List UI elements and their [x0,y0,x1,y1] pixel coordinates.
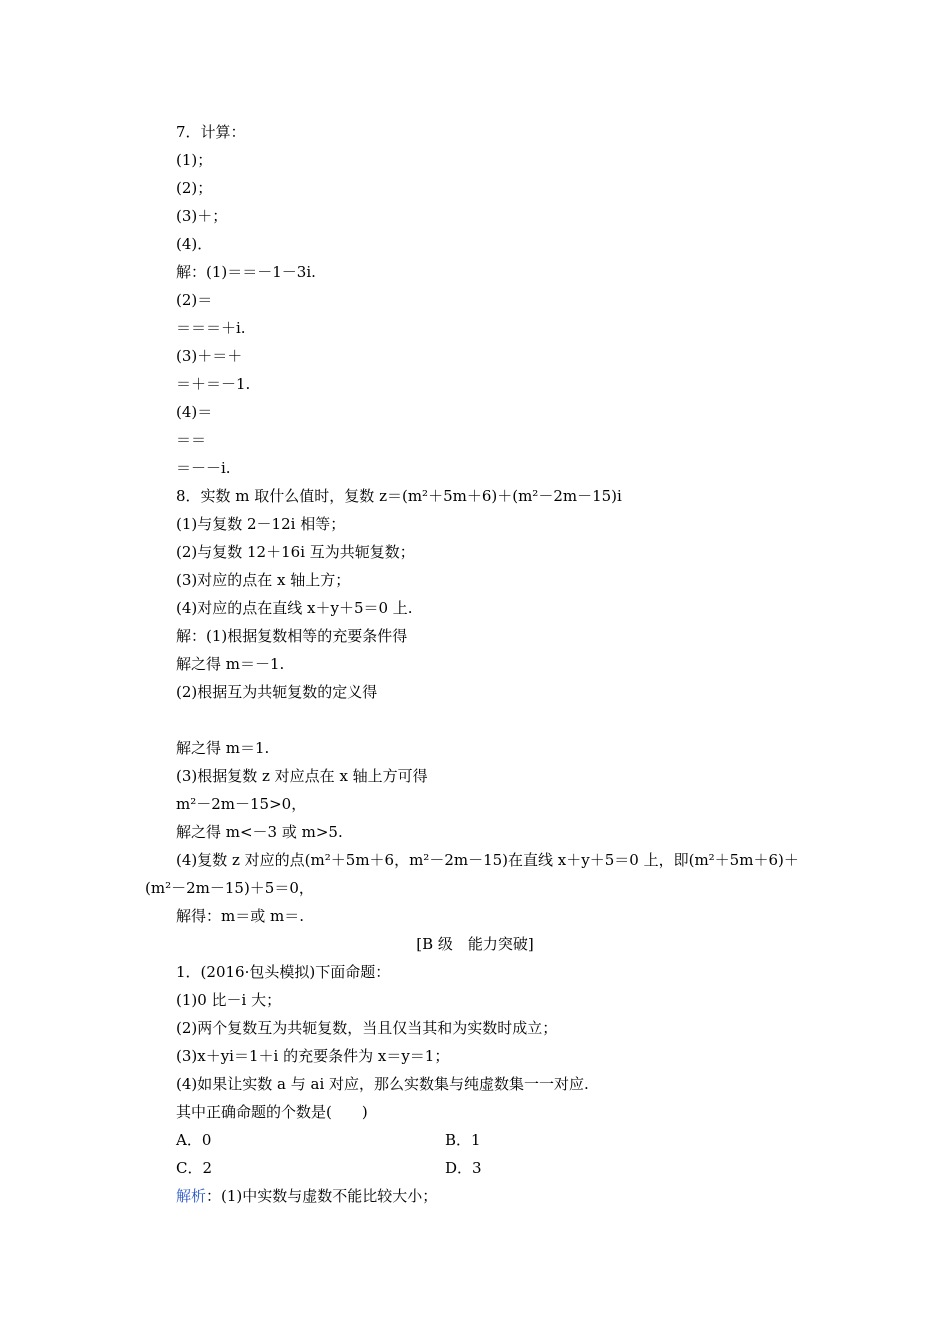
q7-item-1: (1)； [176,151,213,169]
q7-item-3: (3)＋； [176,207,228,225]
q8-solution-10: 解得：m＝或 m＝. [176,907,304,925]
q7-solution-3: ＝＝＝＋i. [176,319,246,337]
q8-solution-9: (m²－2m－15)＋5＝0， [145,879,314,897]
q7-solution-5: ＝＋＝－1. [176,375,251,393]
analysis-label: 解析 [176,1187,207,1205]
q8-solution-4: 解之得 m＝1. [176,739,270,757]
b1-question: 其中正确命题的个数是( ) [176,1103,368,1121]
q8-item-4: (4)对应的点在直线 x＋y＋5＝0 上. [176,599,413,617]
q8-solution-7: 解之得 m<－3 或 m>5. [176,823,343,841]
q7-item-4: (4)． [176,235,213,253]
b1-analysis [176,1184,437,1208]
q7-solution-8: ＝－－i. [176,459,231,477]
b1-option-c: C．2 [176,1159,213,1177]
b1-item-1: (1)0 比－i 大； [176,991,282,1009]
q8-solution-8: (4)复数 z 对应的点(m²＋5m＋6，m²－2m－15)在直线 x＋y＋5＝0 上，即(m²＋5m＋6)＋ [176,851,799,869]
b1-item-2: (2)两个复数互为共轭复数，当且仅当其和为实数时成立； [176,1019,558,1037]
q8-item-2: (2)与复数 12＋16i 互为共轭复数； [176,543,415,561]
q7-item-2: (2)； [176,179,213,197]
q8-item-3: (3)对应的点在 x 轴上方； [176,571,351,589]
q8-solution-5: (3)根据复数 z 对应点在 x 轴上方可得 [176,767,428,785]
q7-solution-2: (2)＝ [176,291,213,309]
q7-solution-4: (3)＋＝＋ [176,347,243,365]
q8-solution-2: 解之得 m＝－1. [176,655,285,673]
q8-stem: 8．实数 m 取什么值时，复数 z＝(m²＋5m＋6)＋(m²－2m－15)i [176,487,622,505]
b1-option-d: D．3 [445,1159,482,1177]
q7-solution-1: 解：(1)＝＝－1－3i. [176,263,316,281]
b1-item-3: (3)x＋yi＝1＋i 的充要条件为 x＝y＝1； [176,1047,450,1065]
b1-option-b: B．1 [445,1131,481,1149]
b1-item-4: (4)如果让实数 a 与 ai 对应，那么实数集与纯虚数集一一对应. [176,1075,589,1093]
q7-title: 7．计算： [176,123,246,141]
b1-option-a: A．0 [176,1131,212,1149]
section-b-heading: [B 级 能力突破] [416,935,534,953]
q7-solution-6: (4)＝ [176,403,213,421]
q8-solution-3: (2)根据互为共轭复数的定义得 [176,683,378,701]
q8-solution-6: m²－2m－15>0， [176,795,307,813]
q8-item-1: (1)与复数 2－12i 相等； [176,515,346,533]
analysis-text: ：(1)中实数与虚数不能比较大小； [206,1187,438,1205]
q8-solution-1: 解：(1)根据复数相等的充要条件得 [176,627,408,645]
q7-solution-7: ＝＝ [176,431,207,449]
b1-stem: 1．(2016·包头模拟)下面命题： [176,963,391,981]
